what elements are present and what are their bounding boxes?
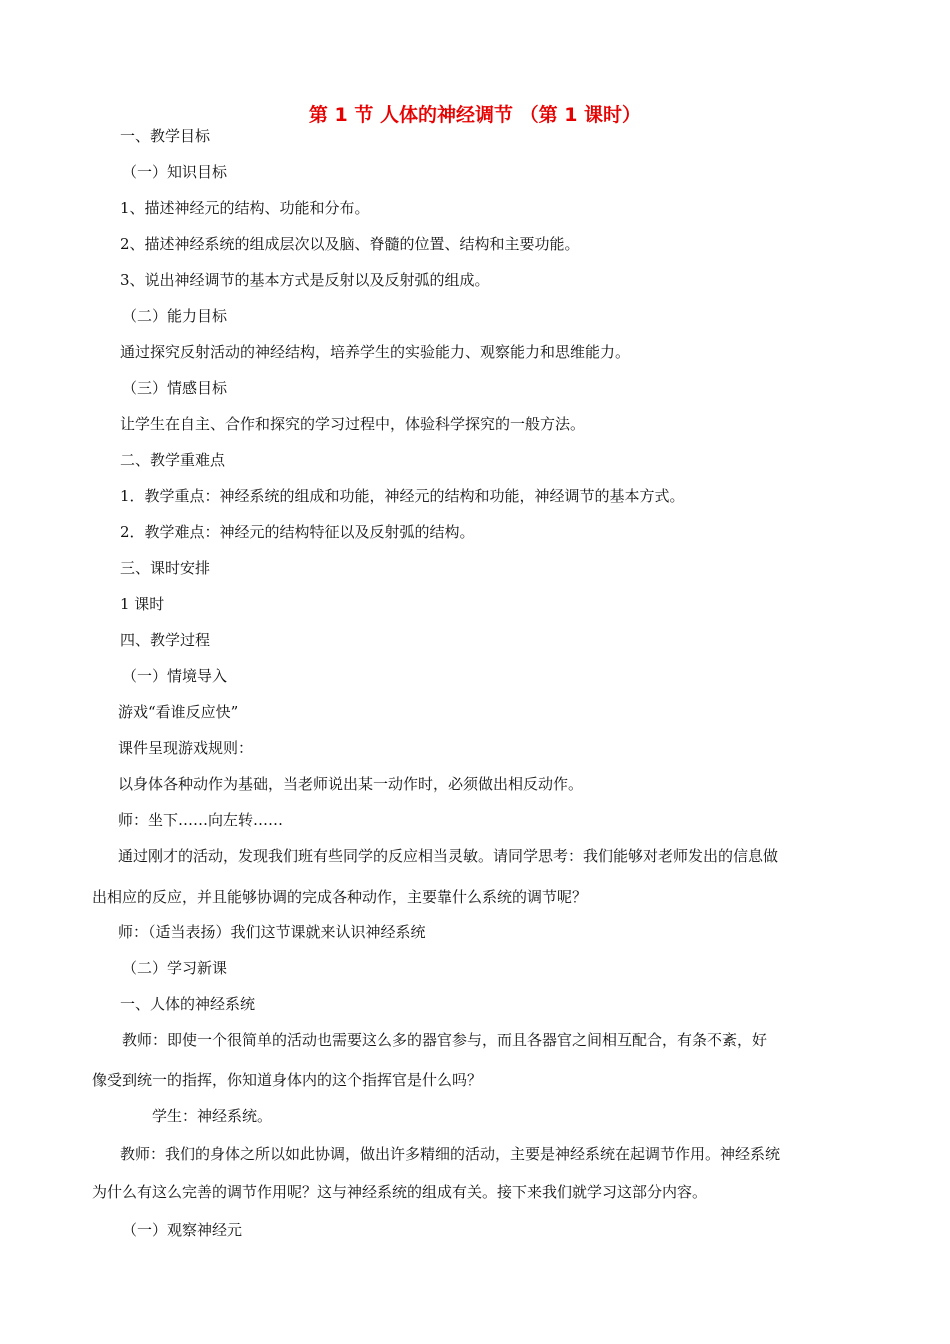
paragraph-line: 师：（适当表扬）我们这节课就来认识神经系统 [118,923,426,941]
subheading-knowledge-goals: （一）知识目标 [122,163,228,181]
subheading-new-lesson: （二）学习新课 [122,959,228,977]
subheading-nervous-system: 一、人体的神经系统 [120,995,256,1013]
paragraph-line: 通过刚才的活动，发现我们班有些同学的反应相当灵敏。请同学思考：我们能够对老师发出的信息做 [118,847,779,865]
paragraph-line: 以身体各种动作为基础，当老师说出某一动作时，必须做出相反动作。 [118,775,584,793]
subheading-emotion-goals: （三）情感目标 [122,379,228,397]
paragraph-line: 出相应的反应，并且能够协调的完成各种动作，主要靠什么系统的调节呢？ [92,888,588,906]
paragraph-line: 1、描述神经元的结构、功能和分布。 [120,199,370,217]
paragraph-line: 通过探究反射活动的神经结构，培养学生的实验能力、观察能力和思维能力。 [120,343,631,361]
paragraph-line: 游戏“看谁反应快” [118,703,239,721]
section-heading-key-points: 二、教学重难点 [120,451,226,469]
paragraph-line: 教师：即使一个很简单的活动也需要这么多的器官参与，而且各器官之间相互配合，有条不紊，好 [122,1031,768,1049]
paragraph-line: 课件呈现游戏规则： [118,739,254,757]
paragraph-line: 2、描述神经系统的组成层次以及脑、脊髓的位置、结构和主要功能。 [120,235,580,253]
paragraph-line: 1 课时 [120,595,165,613]
section-heading-process: 四、教学过程 [120,631,211,649]
paragraph-line: 3、说出神经调节的基本方式是反射以及反射弧的组成。 [120,271,490,289]
subheading-ability-goals: （二）能力目标 [122,307,228,325]
paragraph-line: 像受到统一的指挥，你知道身体内的这个指挥官是什么吗？ [92,1071,483,1089]
paragraph-line: 教师：我们的身体之所以如此协调，做出许多精细的活动，主要是神经系统在起调节作用。神经系统 [120,1145,781,1163]
paragraph-line: 为什么有这么完善的调节作用呢？这与神经系统的组成有关。接下来我们就学习这部分内容。 [92,1183,708,1201]
section-heading-schedule: 三、课时安排 [120,559,211,577]
paragraph-line: 让学生在自主、合作和探究的学习过程中，体验科学探究的一般方法。 [120,415,586,433]
subheading-observe-neuron: （一）观察神经元 [122,1221,243,1239]
document-title: 第 1 节 人体的神经调节 （第 1 课时） [308,104,642,126]
paragraph-line: 2．教学难点：神经元的结构特征以及反射弧的结构。 [120,523,475,541]
paragraph-line: 师：坐下……向左转…… [118,811,284,829]
paragraph-line: 1．教学重点：神经系统的组成和功能，神经元的结构和功能，神经调节的基本方式。 [120,487,685,505]
paragraph-line: 学生：神经系统。 [152,1107,273,1125]
section-heading-teaching-goals: 一、教学目标 [120,127,211,145]
subheading-scenario: （一）情境导入 [122,667,228,685]
